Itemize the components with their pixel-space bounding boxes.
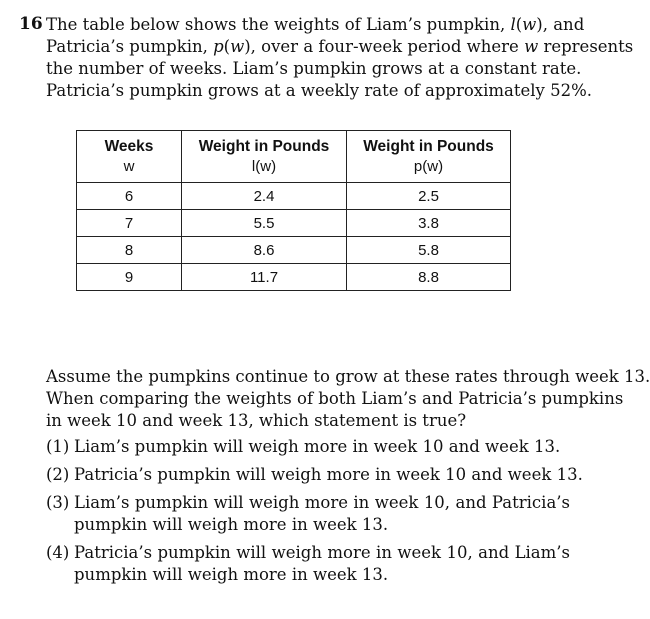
choice-3[interactable] [46,492,570,536]
choice-2[interactable] [46,464,583,486]
table-cell: 9 [77,264,182,291]
question-number: 16 [19,14,43,34]
choice-text: Liam’s pumpkin will weigh more in week 10 and week 13. [74,437,561,456]
table-cell: 2.5 [347,183,511,210]
choice-text: pumpkin will weigh more in week 13. [74,515,389,534]
table-cell: 11.7 [182,264,347,291]
table-cell: 7 [77,210,182,237]
choice-text: Liam’s pumpkin will weigh more in week 10, and Patricia’s [74,493,570,512]
weights-table [76,130,511,291]
choice-number: (4) [46,543,70,562]
prompt-line: When comparing the weights of both Liam’s and Patricia’s pumpkins [46,389,624,408]
table-cell: 8 [77,237,182,264]
header-liam [182,131,347,183]
choice-number: (1) [46,437,70,456]
intro-line: the number of weeks. Liam’s pumpkin grows at a constant rate. [46,59,582,78]
intro-line: Patricia’s pumpkin grows at a weekly rate of approximately 52%. [46,81,593,100]
intro-line: The table below shows the weights of Liam’s pumpkin, l(w), and [46,15,585,34]
question-intro [46,14,634,102]
table-row [77,264,511,291]
table-row [77,237,511,264]
table-cell: 5.5 [182,210,347,237]
table-cell: 8.8 [347,264,511,291]
table-cell: 8.6 [182,237,347,264]
header-title: Weight in Pounds [198,137,330,155]
choice-number: (3) [46,493,70,512]
header-sub: p(w) [413,157,444,175]
table-cell: 2.4 [182,183,347,210]
header-title: Weight in Pounds [363,137,494,155]
choice-number: (2) [46,465,70,484]
header-weeks [77,131,182,183]
table-cell: 5.8 [347,237,511,264]
prompt-line: in week 10 and week 13, which statement is true? [46,411,467,430]
table-row [77,210,511,237]
choice-4[interactable] [46,542,570,586]
table-header-row [77,131,511,183]
header-sub: l(w) [251,157,277,175]
header-sub: w [123,157,135,175]
header-patricia [347,131,511,183]
choice-text: Patricia’s pumpkin will weigh more in week 10, and Liam’s [74,543,570,562]
choice-text: Patricia’s pumpkin will weigh more in week 10 and week 13. [74,465,583,484]
answer-choices [46,436,583,592]
header-title: Weeks [104,137,154,155]
prompt-line: Assume the pumpkins continue to grow at these rates through week 13. [46,367,650,386]
choice-1[interactable] [46,436,570,458]
intro-line: Patricia’s pumpkin, p(w), over a four-week period where w represents [46,37,634,56]
choice-text: pumpkin will weigh more in week 13. [74,565,389,584]
table-cell: 3.8 [347,210,511,237]
question-prompt [46,366,650,432]
table-cell: 6 [77,183,182,210]
table-row [77,183,511,210]
